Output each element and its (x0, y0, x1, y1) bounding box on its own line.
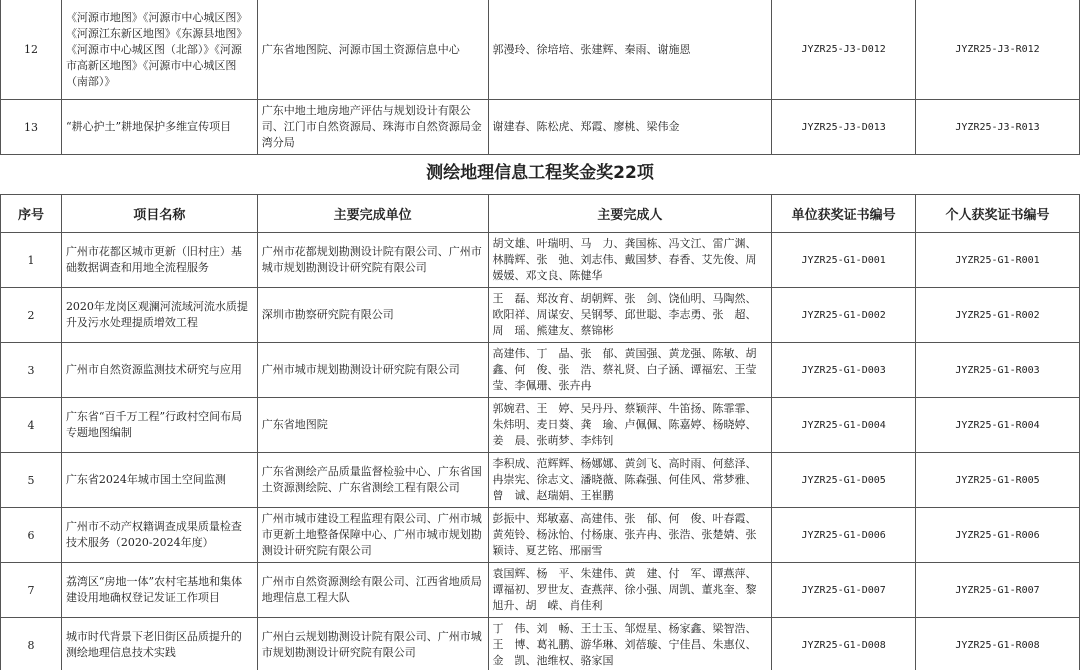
table-row (1, 288, 1080, 343)
project-name: 广州市花都区城市更新（旧村庄）基础数据调查和用地全流程服务 (61, 233, 257, 288)
table-row (1, 233, 1080, 288)
project-name: 广东省“百千万工程”行政村空间布局专题地图编制 (61, 398, 257, 453)
unit-certificate-number: JYZR25-G1-D008 (772, 618, 916, 670)
header-completion-people: 主要完成人 (488, 195, 772, 233)
table-row (1, 453, 1080, 508)
row-number: 4 (1, 398, 62, 453)
project-name: 2020年龙岗区观澜河流域河流水质提升及污水处理提质增效工程 (61, 288, 257, 343)
personal-certificate-number: JYZR25-G1-R003 (916, 343, 1080, 398)
table-row (1, 398, 1080, 453)
personal-certificate-number: JYZR25-G1-R008 (916, 618, 1080, 670)
completion-people: 高建伟、丁 晶、张 郁、黄国强、黄龙强、陈敏、胡 鑫、何 俊、张 浩、蔡礼贤、白子涵、谭福宏、王莹莹、李佩珊、张卉冉 (488, 343, 772, 398)
row-number: 3 (1, 343, 62, 398)
table-row (1, 100, 1080, 155)
personal-certificate-number: JYZR25-G1-R001 (916, 233, 1080, 288)
award-table (0, 194, 1080, 670)
section-title: 测绘地理信息工程奖金奖22项 (426, 163, 654, 183)
personal-certificate-number: JYZR25-G1-R002 (916, 288, 1080, 343)
unit-certificate-number: JYZR25-G1-D003 (772, 343, 916, 398)
unit-certificate-number: JYZR25-G1-D005 (772, 453, 916, 508)
completion-unit: 广州白云规划勘测设计院有限公司、广州市城市规划勘测设计研究院有限公司 (257, 618, 488, 670)
row-number: 12 (1, 0, 62, 100)
completion-unit: 广东中地土地房地产评估与规划设计有限公司、江门市自然资源局、珠海市自然资源局金湾分局 (257, 100, 488, 155)
header-number: 序号 (1, 195, 62, 233)
completion-unit: 广州市城市规划勘测设计研究院有限公司 (257, 343, 488, 398)
completion-people: 郭婉君、王 婷、吴丹丹、蔡颖萍、牛笛扬、陈霏霏、朱炜明、麦日葵、龚 瑜、卢佩佩、陈嘉婷、杨晓婷、姜 晨、张萌梦、李炜钊 (488, 398, 772, 453)
completion-people: 彭振中、郑敏嘉、高建伟、张 郁、何 俊、叶春霞、黄苑铃、杨泳怡、付杨康、张卉冉、张浩、张楚婧、张颖诗、夏艺铭、邢丽雪 (488, 508, 772, 563)
row-number: 7 (1, 563, 62, 618)
completion-unit: 广东省测绘产品质量监督检验中心、广东省国土资源测绘院、广东省测绘工程有限公司 (257, 453, 488, 508)
completion-people: 丁 伟、刘 畅、王士玉、邹煜星、杨家鑫、梁智浩、王 博、葛礼鹏、游华琳、刘蓓璇、宁佳昌、朱惠仪、金 凯、池维权、骆家国 (488, 618, 772, 670)
completion-people: 王 磊、郑汝育、胡朝辉、张 剑、饶仙明、马陶然、欧阳祥、周谋安、吴钢琴、邱世聪、李志勇、张 超、周 瑶、熊建友、蔡锦彬 (488, 288, 772, 343)
personal-certificate-number: JYZR25-G1-R004 (916, 398, 1080, 453)
project-name: 广东省2024年城市国土空间监测 (61, 453, 257, 508)
completion-unit: 深圳市勘察研究院有限公司 (257, 288, 488, 343)
unit-certificate-number: JYZR25-G1-D006 (772, 508, 916, 563)
row-number: 13 (1, 100, 62, 155)
table-row (1, 508, 1080, 563)
header-unit-certificate: 单位获奖证书编号 (772, 195, 916, 233)
completion-unit: 广东省地图院、河源市国土资源信息中心 (257, 0, 488, 100)
row-number: 1 (1, 233, 62, 288)
table-header-row (1, 195, 1080, 233)
unit-certificate-number: JYZR25-J3-D013 (772, 100, 916, 155)
completion-people: 袁国辉、杨 平、朱建伟、黄 建、付 军、谭燕萍、谭福初、罗世友、查燕萍、徐小强、周凯、董兆奎、黎旭升、胡 嵘、肖佳利 (488, 563, 772, 618)
project-name: 广州市自然资源监测技术研究与应用 (61, 343, 257, 398)
row-number: 2 (1, 288, 62, 343)
table-row (1, 563, 1080, 618)
unit-certificate-number: JYZR25-G1-D004 (772, 398, 916, 453)
project-name: 荔湾区“房地一体”农村宅基地和集体建设用地确权登记发证工作项目 (61, 563, 257, 618)
personal-certificate-number: JYZR25-G1-R007 (916, 563, 1080, 618)
completion-people: 郭漫玲、徐培培、张建辉、秦雨、谢施恩 (488, 0, 772, 100)
row-number: 6 (1, 508, 62, 563)
completion-people: 李积成、范辉辉、杨娜娜、黄剑飞、高时雨、何慈泽、冉崇宪、徐志文、潘晓薇、陈森强、何佳风、常梦雅、曾 诚、赵瑞娟、王崔鹏 (488, 453, 772, 508)
header-project-name: 项目名称 (61, 195, 257, 233)
personal-certificate-number: JYZR25-G1-R005 (916, 453, 1080, 508)
project-name: 广州市不动产权籍调查成果质量检查技术服务（2020-2024年度） (61, 508, 257, 563)
completion-unit: 广州市花都规划勘测设计院有限公司、广州市城市规划勘测设计研究院有限公司 (257, 233, 488, 288)
unit-certificate-number: JYZR25-G1-D001 (772, 233, 916, 288)
table-row (1, 618, 1080, 670)
unit-certificate-number: JYZR25-G1-D007 (772, 563, 916, 618)
unit-certificate-number: JYZR25-J3-D012 (772, 0, 916, 100)
completion-unit: 广东省地图院 (257, 398, 488, 453)
completion-unit: 广州市城市建设工程监理有限公司、广州市城市更新土地整备保障中心、广州市城市规划勘测设计研究院有限公司 (257, 508, 488, 563)
row-number: 8 (1, 618, 62, 670)
header-completion-unit: 主要完成单位 (257, 195, 488, 233)
header-personal-certificate: 个人获奖证书编号 (916, 195, 1080, 233)
table-row (1, 343, 1080, 398)
personal-certificate-number: JYZR25-J3-R013 (916, 100, 1080, 155)
row-number: 5 (1, 453, 62, 508)
completion-people: 谢建春、陈松虎、郑霞、廖桃、梁伟金 (488, 100, 772, 155)
personal-certificate-number: JYZR25-G1-R006 (916, 508, 1080, 563)
previous-section-table (0, 0, 1080, 155)
personal-certificate-number: JYZR25-J3-R012 (916, 0, 1080, 100)
completion-unit: 广州市自然资源测绘有限公司、江西省地质局地理信息工程大队 (257, 563, 488, 618)
project-name: “耕心护土”耕地保护多维宣传项目 (61, 100, 257, 155)
completion-people: 胡文雄、叶瑞明、马 力、龚国栋、冯文江、雷广渊、林腾辉、张 弛、刘志伟、戴国梦、春香、艾先俊、周媛媛、邓文良、陈健华 (488, 233, 772, 288)
table-row (1, 0, 1080, 100)
project-name: 城市时代背景下老旧街区品质提升的测绘地理信息技术实践 (61, 618, 257, 670)
project-name: 《河源市地图》《河源市中心城区图》《河源江东新区地图》《东源县地图》《河源市中心城区图（北部）》《河源市高新区地图》《河源市中心城区图（南部）》 (61, 0, 257, 100)
unit-certificate-number: JYZR25-G1-D002 (772, 288, 916, 343)
